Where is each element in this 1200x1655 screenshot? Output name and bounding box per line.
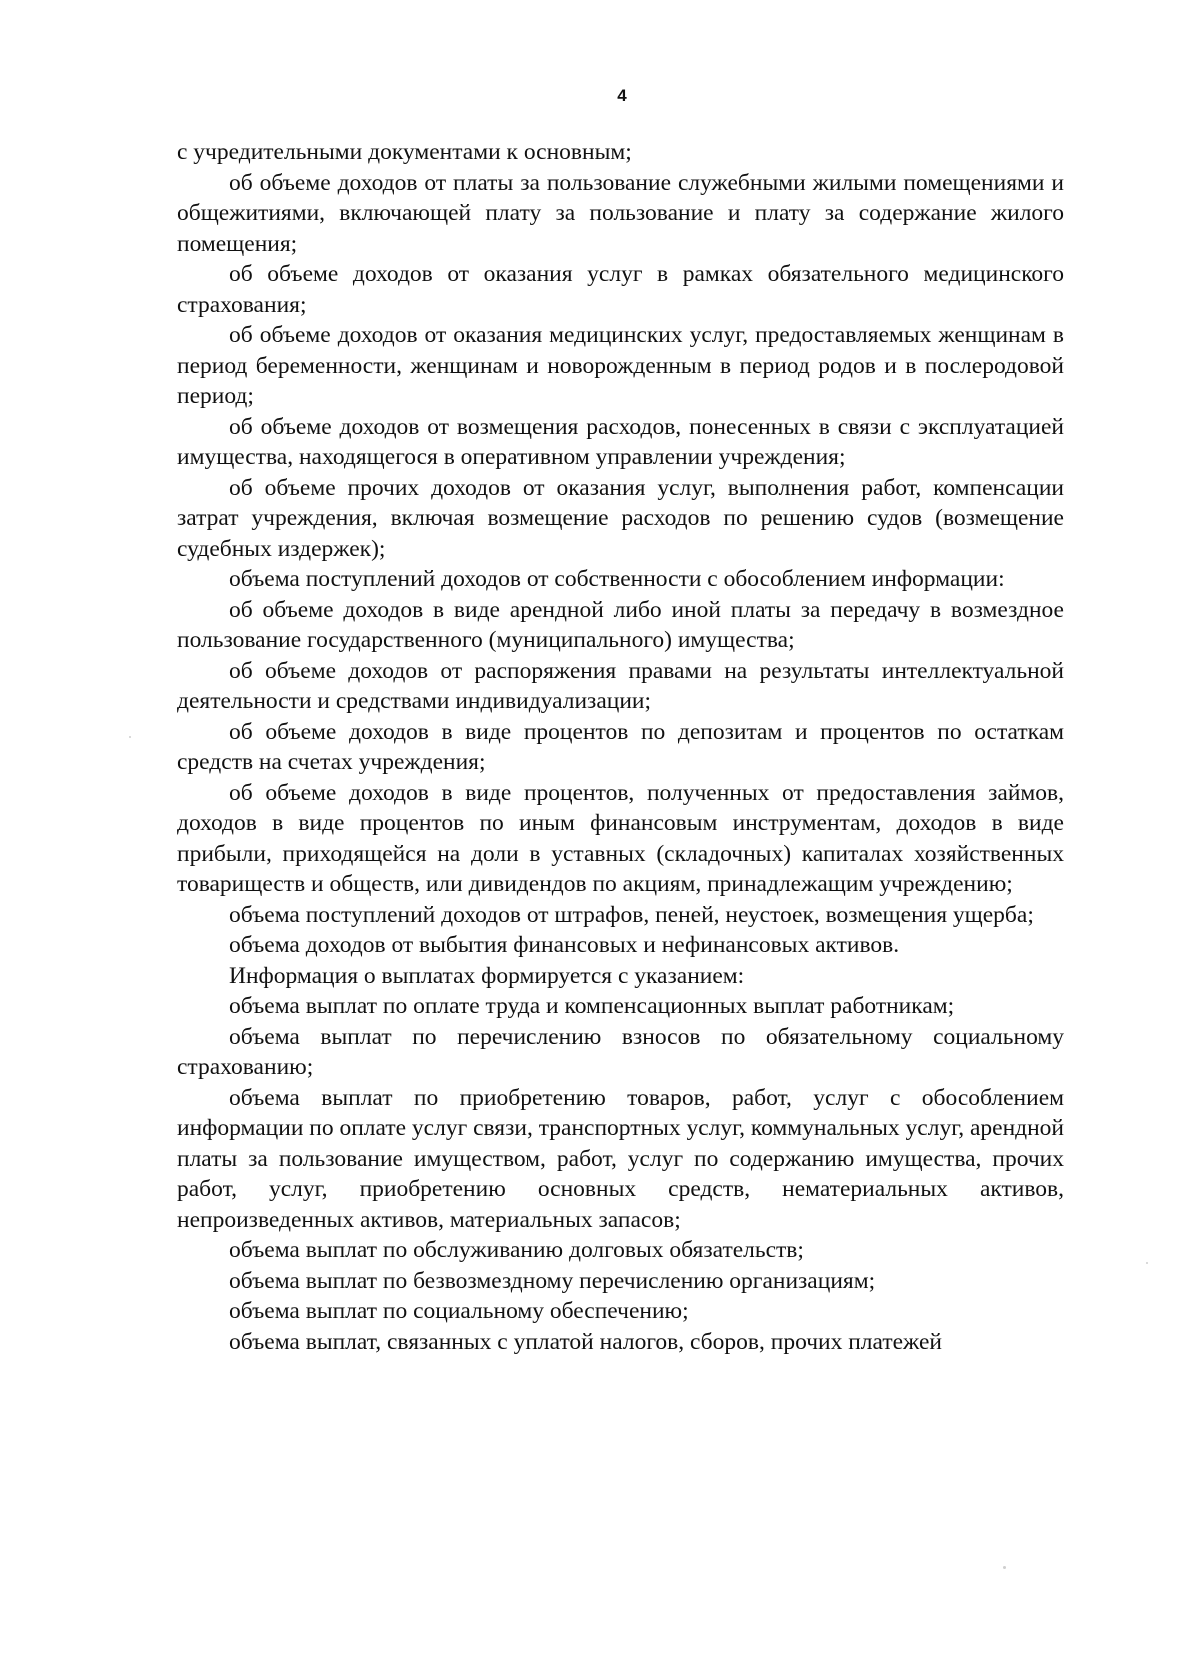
paragraph: об объеме доходов в виде арендной либо иной платы за передачу в возмездное пользование государственного (муниципального) имущества;	[177, 596, 1064, 653]
paragraph: объема выплат по перечислению взносов по обязательному социальному страхованию;	[177, 1023, 1064, 1080]
document-body	[177, 137, 1064, 1357]
paragraph: объема выплат по социальному обеспечению;	[229, 1298, 689, 1324]
page-number: 4	[617, 86, 627, 105]
paragraph: с учредительными документами к основным;	[177, 139, 632, 165]
paragraph: об объеме доходов в виде процентов, полученных от предоставления займов, доходов в виде процентов по иным финансовым инструментам, доходов в виде прибыли, приходящейся на доли в уставных (складочных) капиталах хозяйственных товариществ и обществ, или дивидендов по акциям, принадлежащим учреждению;	[177, 779, 1064, 897]
scan-speck	[1003, 1566, 1006, 1569]
paragraph: об объеме доходов от платы за пользование служебными жилыми помещениями и общежитиями, включающей плату за пользование и плату за содержание жилого помещения;	[177, 169, 1064, 257]
paragraph: объема выплат по оплате труда и компенсационных выплат работникам;	[229, 993, 955, 1019]
paragraph: Информация о выплатах формируется с указанием:	[229, 962, 745, 989]
paragraph: объема поступлений доходов от штрафов, пеней, неустоек, возмещения ущерба;	[229, 901, 1034, 928]
scan-speck	[129, 736, 131, 738]
paragraph: объема выплат по приобретению товаров, работ, услуг с обособлением информации по оплате услуг связи, транспортных услуг, коммунальных услуг, арендной платы за пользование имуществом, работ, услуг по содержанию имущества, прочих работ, услуг, приобретению основных средств, нематериальных активов, непроизведенных активов, материальных запасов;	[177, 1084, 1064, 1233]
paragraph: об объеме доходов от распоряжения правами на результаты интеллектуальной деятельности и средствами индивидуализации;	[177, 657, 1064, 714]
paragraph: объема доходов от выбытия финансовых и нефинансовых активов.	[229, 932, 900, 958]
paragraph: об объеме прочих доходов от оказания услуг, выполнения работ, компенсации затрат учреждения, включая возмещение расходов по решению судов (возмещение судебных издержек);	[177, 474, 1064, 562]
paragraph: объема выплат, связанных с уплатой налогов, сборов, прочих платежей	[229, 1328, 942, 1355]
paragraph: объема поступлений доходов от собственности с обособлением информации:	[229, 566, 1005, 592]
scan-speck	[1146, 1262, 1148, 1264]
paragraph: об объеме доходов от возмещения расходов, понесенных в связи с эксплуатацией имущества, находящегося в оперативном управлении учреждения;	[177, 413, 1064, 470]
paragraph: объема выплат по безвозмездному перечислению организациям;	[229, 1267, 876, 1294]
paragraph: объема выплат по обслуживанию долговых обязательств;	[229, 1237, 804, 1263]
paragraph: об объеме доходов в виде процентов по депозитам и процентов по остаткам средств на счетах учреждения;	[177, 718, 1064, 775]
paragraph: об объеме доходов от оказания медицинских услуг, предоставляемых женщинам в период беременности, женщинам и новорожденным в период родов и в послеродовой период;	[177, 322, 1064, 409]
paragraph: об объеме доходов от оказания услуг в рамках обязательного медицинского страхования;	[177, 261, 1064, 318]
